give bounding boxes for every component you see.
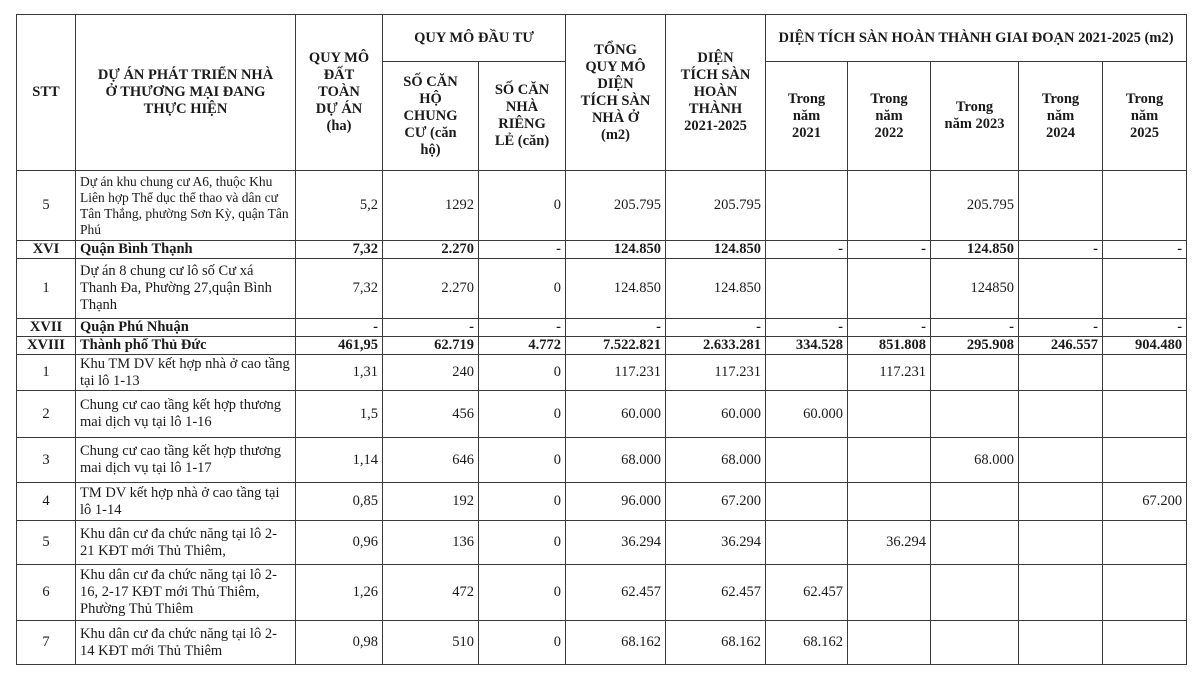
cell-2022 <box>848 259 931 319</box>
cell-houses: 0 <box>479 391 566 438</box>
cell-stt: 5 <box>17 171 76 241</box>
cell-2021 <box>766 259 848 319</box>
cell-2024: 246.557 <box>1019 337 1103 355</box>
cell-2023 <box>931 621 1019 665</box>
housing-projects-table <box>16 14 1187 665</box>
cell-stt: 3 <box>17 438 76 483</box>
cell-2021: - <box>766 241 848 259</box>
cell-stt: XVII <box>17 319 76 337</box>
cell-houses: 0 <box>479 355 566 391</box>
cell-stt: 7 <box>17 621 76 665</box>
cell-project-name: Quận Bình Thạnh <box>76 241 296 259</box>
cell-stt: 1 <box>17 355 76 391</box>
cell-apartments: 510 <box>383 621 479 665</box>
cell-2023: 68.000 <box>931 438 1019 483</box>
cell-total-floor: - <box>566 319 666 337</box>
cell-2022 <box>848 621 931 665</box>
cell-apartments: 2.270 <box>383 259 479 319</box>
cell-stt: 4 <box>17 483 76 521</box>
cell-completed-floor: 2.633.281 <box>666 337 766 355</box>
cell-land: 0,98 <box>296 621 383 665</box>
cell-land: 461,95 <box>296 337 383 355</box>
cell-2024 <box>1019 438 1103 483</box>
cell-houses: 0 <box>479 171 566 241</box>
cell-land: 7,32 <box>296 241 383 259</box>
cell-total-floor: 60.000 <box>566 391 666 438</box>
cell-completed-floor: 124.850 <box>666 241 766 259</box>
cell-houses: 0 <box>479 438 566 483</box>
cell-2022 <box>848 171 931 241</box>
cell-land: 1,26 <box>296 565 383 621</box>
cell-2025 <box>1103 565 1187 621</box>
header-investment-group: QUY MÔ ĐẦU TƯ <box>383 15 566 62</box>
cell-2022 <box>848 565 931 621</box>
cell-2025: - <box>1103 241 1187 259</box>
cell-2023: 124.850 <box>931 241 1019 259</box>
header-2021: Trong năm 2021 <box>766 62 848 171</box>
cell-2024 <box>1019 483 1103 521</box>
cell-2024 <box>1019 521 1103 565</box>
cell-2024 <box>1019 355 1103 391</box>
cell-2022: - <box>848 319 931 337</box>
cell-2021 <box>766 483 848 521</box>
cell-total-floor: 68.162 <box>566 621 666 665</box>
table-row-district <box>17 241 1187 259</box>
cell-total-floor: 7.522.821 <box>566 337 666 355</box>
cell-houses: 0 <box>479 521 566 565</box>
cell-completed-floor: 67.200 <box>666 483 766 521</box>
table-row <box>17 438 1187 483</box>
cell-apartments: 456 <box>383 391 479 438</box>
cell-2024: - <box>1019 241 1103 259</box>
cell-project-name: Khu dân cư đa chức năng tại lô 2-14 KĐT mới Thủ Thiêm <box>76 621 296 665</box>
cell-2021: - <box>766 319 848 337</box>
cell-2021: 60.000 <box>766 391 848 438</box>
cell-completed-floor: 68.000 <box>666 438 766 483</box>
table-row <box>17 259 1187 319</box>
cell-2023 <box>931 565 1019 621</box>
cell-2023 <box>931 483 1019 521</box>
cell-project-name: TM DV kết hợp nhà ở cao tầng tại lô 1-14 <box>76 483 296 521</box>
cell-2025 <box>1103 521 1187 565</box>
cell-project-name: Khu dân cư đa chức năng tại lô 2-21 KĐT mới Thủ Thiêm, <box>76 521 296 565</box>
cell-houses: 4.772 <box>479 337 566 355</box>
cell-project-name: Dự án 8 chung cư lô số Cư xá Thanh Đa, Phường 27,quận Bình Thạnh <box>76 259 296 319</box>
header-period-group: DIỆN TÍCH SÀN HOÀN THÀNH GIAI ĐOẠN 2021-2025 (m2) <box>766 15 1187 62</box>
cell-completed-floor: 60.000 <box>666 391 766 438</box>
cell-2021 <box>766 171 848 241</box>
table-row <box>17 521 1187 565</box>
cell-stt: 2 <box>17 391 76 438</box>
cell-houses: - <box>479 241 566 259</box>
cell-total-floor: 205.795 <box>566 171 666 241</box>
cell-project-name: Khu TM DV kết hợp nhà ở cao tầng tại lô 1-13 <box>76 355 296 391</box>
cell-2024 <box>1019 171 1103 241</box>
cell-2023: 295.908 <box>931 337 1019 355</box>
cell-houses: 0 <box>479 621 566 665</box>
cell-2025: 67.200 <box>1103 483 1187 521</box>
cell-completed-floor: 62.457 <box>666 565 766 621</box>
cell-2024 <box>1019 621 1103 665</box>
cell-total-floor: 62.457 <box>566 565 666 621</box>
cell-land: 0,96 <box>296 521 383 565</box>
cell-apartments: 240 <box>383 355 479 391</box>
cell-2021 <box>766 438 848 483</box>
cell-apartments: - <box>383 319 479 337</box>
cell-completed-floor: 124.850 <box>666 259 766 319</box>
cell-houses: 0 <box>479 565 566 621</box>
header-2025: Trong năm 2025 <box>1103 62 1187 171</box>
cell-2021 <box>766 355 848 391</box>
cell-land: 5,2 <box>296 171 383 241</box>
cell-stt: 6 <box>17 565 76 621</box>
cell-2021: 334.528 <box>766 337 848 355</box>
cell-2021: 62.457 <box>766 565 848 621</box>
cell-total-floor: 96.000 <box>566 483 666 521</box>
cell-2023: 205.795 <box>931 171 1019 241</box>
cell-apartments: 62.719 <box>383 337 479 355</box>
cell-total-floor: 117.231 <box>566 355 666 391</box>
header-project: DỰ ÁN PHÁT TRIỂN NHÀ Ở THƯƠNG MẠI ĐANG THỰC HIỆN <box>76 15 296 171</box>
cell-2022: 117.231 <box>848 355 931 391</box>
table-row <box>17 483 1187 521</box>
cell-project-name: Khu dân cư đa chức năng tại lô 2-16, 2-17 KĐT mới Thủ Thiêm, Phường Thủ Thiêm <box>76 565 296 621</box>
cell-stt: XVIII <box>17 337 76 355</box>
cell-2024 <box>1019 259 1103 319</box>
cell-2023 <box>931 521 1019 565</box>
table-row <box>17 565 1187 621</box>
cell-2025 <box>1103 259 1187 319</box>
header-2024: Trong năm 2024 <box>1019 62 1103 171</box>
cell-completed-floor: 205.795 <box>666 171 766 241</box>
cell-stt: 1 <box>17 259 76 319</box>
cell-total-floor: 68.000 <box>566 438 666 483</box>
cell-2025: - <box>1103 319 1187 337</box>
header-2023: Trong năm 2023 <box>931 62 1019 171</box>
cell-land: 1,31 <box>296 355 383 391</box>
cell-apartments: 2.270 <box>383 241 479 259</box>
cell-2025: 904.480 <box>1103 337 1187 355</box>
cell-project-name: Dự án khu chung cư A6, thuộc Khu Liên hợp Thể dục thể thao và dân cư Tân Thắng, phường Sơn Kỳ, quận Tân Phú <box>76 171 296 241</box>
cell-apartments: 646 <box>383 438 479 483</box>
header-row-1 <box>17 15 1187 62</box>
cell-2025 <box>1103 355 1187 391</box>
cell-completed-floor: - <box>666 319 766 337</box>
cell-apartments: 1292 <box>383 171 479 241</box>
table-row-district <box>17 337 1187 355</box>
header-apartments: SỐ CĂN HỘ CHUNG CƯ (căn hộ) <box>383 62 479 171</box>
cell-project-name: Chung cư cao tầng kết hợp thương mai dịch vụ tại lô 1-17 <box>76 438 296 483</box>
table-row <box>17 171 1187 241</box>
cell-2022 <box>848 483 931 521</box>
table-row <box>17 391 1187 438</box>
cell-2025 <box>1103 621 1187 665</box>
cell-project-name: Chung cư cao tầng kết hợp thương mai dịch vụ tại lô 1-16 <box>76 391 296 438</box>
cell-total-floor: 124.850 <box>566 241 666 259</box>
cell-2022: 851.808 <box>848 337 931 355</box>
cell-stt: 5 <box>17 521 76 565</box>
cell-2025 <box>1103 438 1187 483</box>
cell-2022: - <box>848 241 931 259</box>
cell-total-floor: 36.294 <box>566 521 666 565</box>
header-land-area: QUY MÔ ĐẤT TOÀN DỰ ÁN (ha) <box>296 15 383 171</box>
header-2022: Trong năm 2022 <box>848 62 931 171</box>
cell-2024: - <box>1019 319 1103 337</box>
cell-2023: - <box>931 319 1019 337</box>
cell-completed-floor: 36.294 <box>666 521 766 565</box>
cell-land: 1,5 <box>296 391 383 438</box>
cell-land: 1,14 <box>296 438 383 483</box>
cell-completed-floor: 117.231 <box>666 355 766 391</box>
cell-2024 <box>1019 391 1103 438</box>
cell-land: 7,32 <box>296 259 383 319</box>
cell-project-name: Quận Phú Nhuận <box>76 319 296 337</box>
table-row-district <box>17 319 1187 337</box>
cell-houses: 0 <box>479 483 566 521</box>
cell-land: - <box>296 319 383 337</box>
cell-land: 0,85 <box>296 483 383 521</box>
cell-2021 <box>766 521 848 565</box>
cell-apartments: 192 <box>383 483 479 521</box>
cell-2023 <box>931 355 1019 391</box>
header-total-floor: TỔNG QUY MÔ DIỆN TÍCH SÀN NHÀ Ở (m2) <box>566 15 666 171</box>
cell-total-floor: 124.850 <box>566 259 666 319</box>
table-row <box>17 621 1187 665</box>
header-completed-floor: DIỆN TÍCH SÀN HOÀN THÀNH 2021-2025 <box>666 15 766 171</box>
cell-apartments: 136 <box>383 521 479 565</box>
cell-houses: 0 <box>479 259 566 319</box>
cell-2025 <box>1103 171 1187 241</box>
cell-2021: 68.162 <box>766 621 848 665</box>
cell-2022: 36.294 <box>848 521 931 565</box>
cell-apartments: 472 <box>383 565 479 621</box>
table-row <box>17 355 1187 391</box>
header-houses: SỐ CĂN NHÀ RIÊNG LẺ (căn) <box>479 62 566 171</box>
cell-2024 <box>1019 565 1103 621</box>
cell-2023 <box>931 391 1019 438</box>
cell-2022 <box>848 438 931 483</box>
cell-stt: XVI <box>17 241 76 259</box>
cell-2022 <box>848 391 931 438</box>
cell-project-name: Thành phố Thủ Đức <box>76 337 296 355</box>
cell-2025 <box>1103 391 1187 438</box>
cell-completed-floor: 68.162 <box>666 621 766 665</box>
header-stt: STT <box>17 15 76 171</box>
cell-houses: - <box>479 319 566 337</box>
cell-2023: 124850 <box>931 259 1019 319</box>
